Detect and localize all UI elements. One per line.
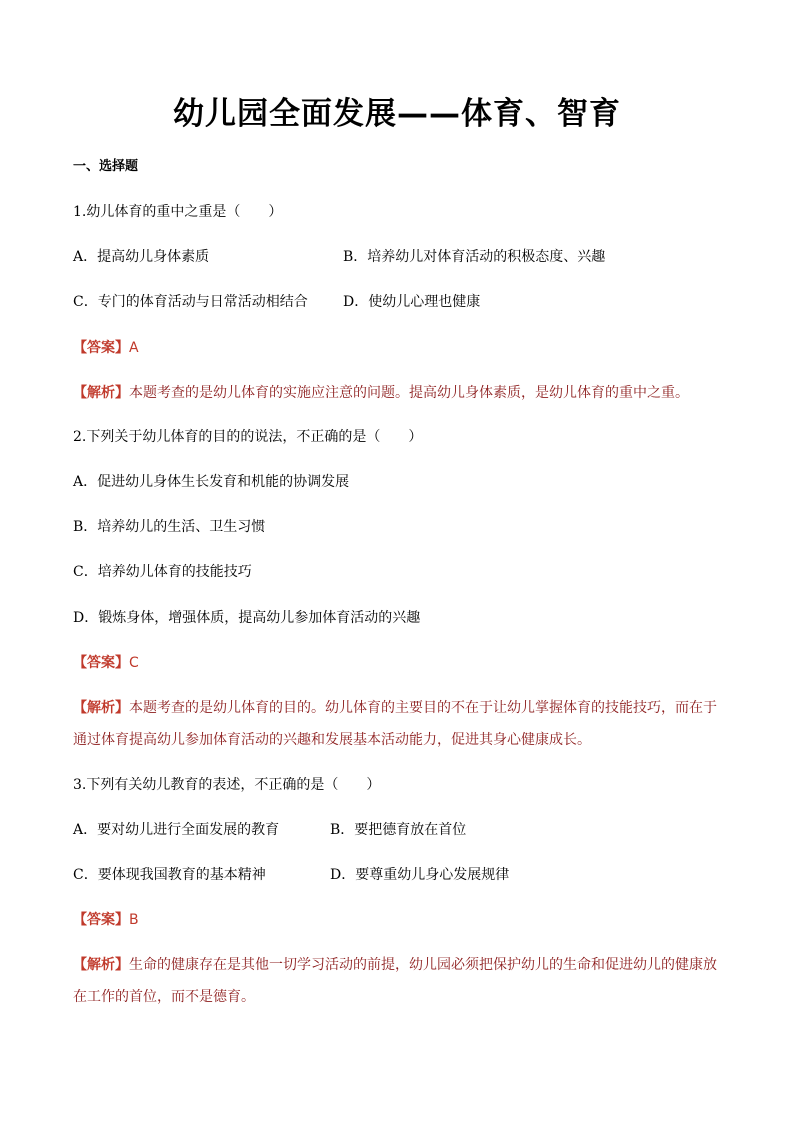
question-1-option-d: D．使幼儿心理也健康 (343, 294, 481, 310)
question-2-option-c: C．培养幼儿体育的技能技巧 (73, 564, 252, 580)
question-1-option-a: A．提高幼儿身体素质 (73, 249, 210, 265)
question-3-option-d: D．要尊重幼儿身心发展规律 (330, 867, 510, 883)
question-3-explanation (73, 949, 723, 1013)
section-heading: 一、选择题 (73, 159, 139, 174)
question-3-option-c: C．要体现我国教育的基本精神 (73, 867, 266, 883)
question-2-option-d: D．锻炼身体，增强体质，提高幼儿参加体育活动的兴趣 (73, 610, 421, 626)
answer-label: 【答案】 (73, 655, 129, 671)
question-1-option-c: C．专门的体育活动与日常活动相结合 (73, 294, 308, 310)
explanation-label: 【解析】 (73, 385, 129, 401)
explanation-text: 本题考查的是幼儿体育的目的。幼儿体育的主要目的不在于让幼儿掌握体育的技能技巧，而在于通过体育提高幼儿参加体育活动的兴趣和发展基本活动能力，促进其身心健康成长。 (73, 700, 717, 748)
explanation-label: 【解析】 (73, 700, 129, 716)
question-1-explanation (73, 377, 723, 409)
question-2-option-b: B．培养幼儿的生活、卫生习惯 (73, 519, 266, 535)
question-2-stem: 2.下列关于幼儿体育的目的的说法，不正确的是（ ） (73, 429, 423, 445)
question-1-stem: 1.幼儿体育的重中之重是（ ） (73, 204, 283, 220)
answer-value: A (129, 340, 139, 356)
question-3-option-a: A．要对幼儿进行全面发展的教育 (73, 822, 280, 838)
page-title: 幼儿园全面发展——体育、智育 (173, 96, 621, 132)
question-1-answer (73, 338, 139, 358)
question-2-explanation (73, 692, 723, 756)
question-2-answer (73, 653, 139, 673)
answer-label: 【答案】 (73, 912, 129, 928)
answer-label: 【答案】 (73, 340, 129, 356)
explanation-label: 【解析】 (73, 957, 129, 973)
question-3-stem: 3.下列有关幼儿教育的表述，不正确的是（ ） (73, 777, 381, 793)
question-1-option-b: B．培养幼儿对体育活动的积极态度、兴趣 (343, 249, 606, 265)
question-3-option-b: B．要把德育放在首位 (330, 822, 467, 838)
explanation-text: 本题考查的是幼儿体育的实施应注意的问题。提高幼儿身体素质，是幼儿体育的重中之重。 (129, 385, 689, 401)
answer-value: C (129, 655, 139, 671)
answer-value: B (129, 912, 139, 928)
question-3-answer (73, 910, 139, 930)
explanation-text: 生命的健康存在是其他一切学习活动的前提，幼儿园必须把保护幼儿的生命和促进幼儿的健康放在工作的首位，而不是德育。 (73, 957, 717, 1005)
question-2-option-a: A．促进幼儿身体生长发育和机能的协调发展 (73, 474, 350, 490)
